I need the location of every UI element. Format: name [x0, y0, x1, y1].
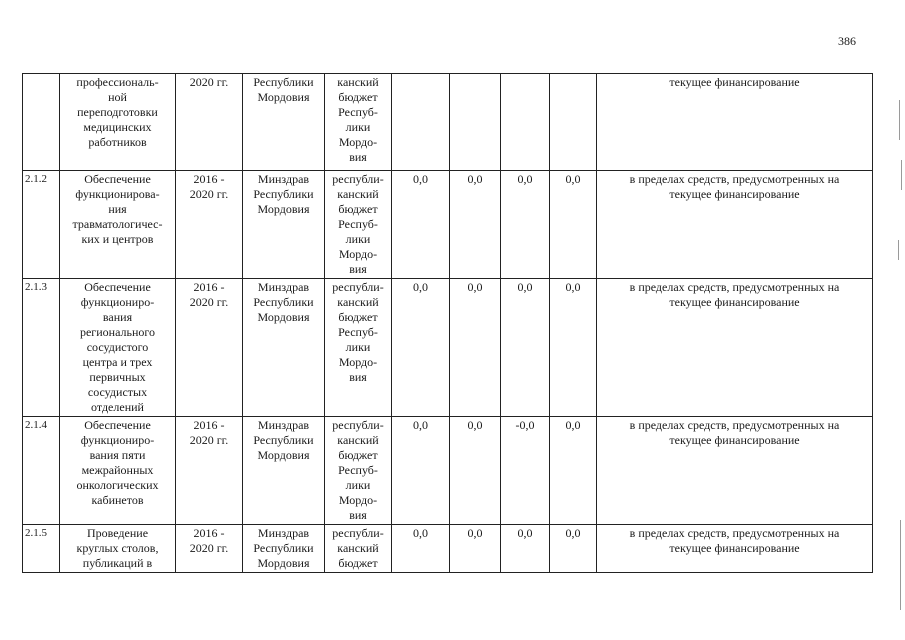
scan-edge-noise [884, 0, 905, 640]
table-cell-value-4: 0,0 [550, 417, 597, 525]
table-cell-funding-source: республи- канский бюджет Респуб- лики Мордо- вия [325, 417, 392, 525]
table-cell-period: 2016 - 2020 гг. [176, 279, 243, 417]
program-table [22, 73, 873, 573]
table-cell-number: 2.1.2 [23, 171, 60, 279]
table-cell-value-2: 0,0 [450, 171, 501, 279]
table-cell-note: в пределах средств, предусмотренных на текущее финансирование [597, 279, 873, 417]
table-cell-note: текущее финансирование [597, 74, 873, 171]
table-cell-funding-source: республи- канский бюджет [325, 525, 392, 573]
table-cell-measure: Обеспечение функционирова- ния травматологичес- ких и центров [60, 171, 176, 279]
table-cell-value-1: 0,0 [392, 417, 450, 525]
table-cell-value-1: 0,0 [392, 279, 450, 417]
table-cell-value-4: 0,0 [550, 279, 597, 417]
table-cell-period: 2016 - 2020 гг. [176, 417, 243, 525]
table-cell-measure: Обеспечение функциониро- вания пяти межрайонных онкологических кабинетов [60, 417, 176, 525]
table-cell-value-3: -0,0 [501, 417, 550, 525]
table-cell-value-2: 0,0 [450, 525, 501, 573]
table-cell-executor: Минздрав Республики Мордовия [243, 417, 325, 525]
table-cell-number: 2.1.4 [23, 417, 60, 525]
table-cell-executor: Минздрав Республики Мордовия [243, 525, 325, 573]
table-cell-funding-source: канский бюджет Респуб- лики Мордо- вия [325, 74, 392, 171]
table-cell-value-4 [550, 74, 597, 171]
page-number: 386 [838, 34, 856, 48]
table-cell-note: в пределах средств, предусмотренных на текущее финансирование [597, 171, 873, 279]
table-cell-period: 2016 - 2020 гг. [176, 525, 243, 573]
table-cell-measure: Проведение круглых столов, публикаций в [60, 525, 176, 573]
table-cell-value-3: 0,0 [501, 171, 550, 279]
table-cell-value-3: 0,0 [501, 525, 550, 573]
table-cell-number: 2.1.3 [23, 279, 60, 417]
table-cell-measure: профессиональ- ной переподготовки медицинских работников [60, 74, 176, 171]
table-row [23, 417, 873, 525]
table-cell-executor: Минздрав Республики Мордовия [243, 279, 325, 417]
table-cell-value-3: 0,0 [501, 279, 550, 417]
table-cell-value-1: 0,0 [392, 525, 450, 573]
table-cell-period: 2020 гг. [176, 74, 243, 171]
table-cell-value-1: 0,0 [392, 171, 450, 279]
table-cell-note: в пределах средств, предусмотренных на текущее финансирование [597, 525, 873, 573]
table-cell-value-4: 0,0 [550, 171, 597, 279]
table-cell-value-2: 0,0 [450, 279, 501, 417]
table-cell-number [23, 74, 60, 171]
table-cell-period: 2016 - 2020 гг. [176, 171, 243, 279]
table-cell-funding-source: республи- канский бюджет Респуб- лики Мордо- вия [325, 171, 392, 279]
table-cell-value-3 [501, 74, 550, 171]
table-row [23, 171, 873, 279]
table-row [23, 74, 873, 171]
table-cell-note: в пределах средств, предусмотренных на текущее финансирование [597, 417, 873, 525]
table-cell-value-2: 0,0 [450, 417, 501, 525]
table-cell-value-1 [392, 74, 450, 171]
table-cell-funding-source: республи- канский бюджет Респуб- лики Мордо- вия [325, 279, 392, 417]
table-cell-measure: Обеспечение функциониро- вания регионального сосудистого центра и трех первичных сосудистых отделений [60, 279, 176, 417]
table-cell-value-4: 0,0 [550, 525, 597, 573]
table-cell-executor: Республики Мордовия [243, 74, 325, 171]
table-cell-executor: Минздрав Республики Мордовия [243, 171, 325, 279]
table-cell-number: 2.1.5 [23, 525, 60, 573]
table-row [23, 279, 873, 417]
table-cell-value-2 [450, 74, 501, 171]
table-row [23, 525, 873, 573]
